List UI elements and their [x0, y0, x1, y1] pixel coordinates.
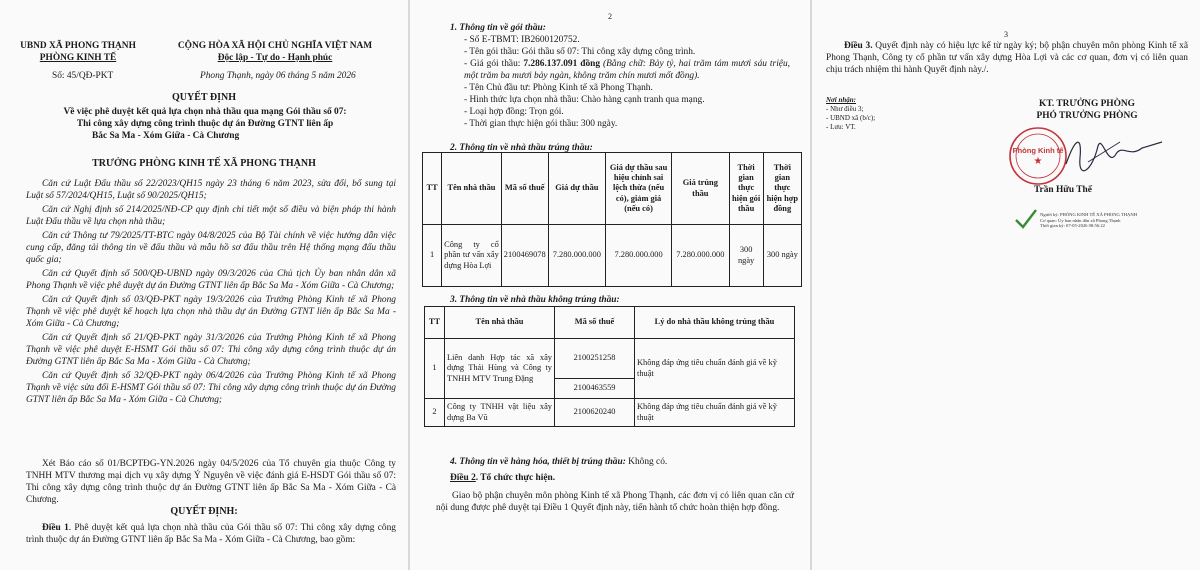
- decision-title: QUYẾT ĐỊNH: [172, 92, 236, 103]
- price-value: 7.286.137.091 đồng: [523, 59, 601, 69]
- legal-basis: Căn cứ Quyết định số 500/QĐ-UBND ngày 09/3/2026 của Chủ tịch Ủy ban nhân dân xã Phong Thạnh về việc phê duyệt dự án Đường GTNT liên ấp Bắc Sa Ma - Xóm Giữa - Cà Chương;: [26, 269, 396, 291]
- document-page-2: [410, 0, 810, 570]
- green-check-icon: [1012, 205, 1040, 233]
- nation-line-1: CỘNG HÒA XÃ HỘI CHỦ NGHĨA VIỆT NAM: [177, 41, 373, 51]
- recipient-item: - Lưu: VT.: [826, 123, 856, 131]
- table-header-row: [423, 153, 802, 225]
- info-line: - Tên gói thầu: Gói thầu số 07: Thi công xây dựng công trình.: [464, 47, 696, 57]
- doc-number: Số: 45/QĐ-PKT: [52, 71, 114, 81]
- winning-bidder-table: [422, 152, 802, 287]
- table-cell: 7.280.000.000: [672, 225, 729, 287]
- table-cell: Công ty cổ phần tư vấn xây dựng Hòa Lợi: [442, 225, 502, 287]
- table-cell: 2100620240: [555, 399, 635, 427]
- table-header: Giá dự thầu: [548, 153, 605, 225]
- article-3-text: Quyết định này có hiệu lực kể từ ngày ký; bộ phận chuyên môn phòng Kinh tế xã Phong Thạnh, Công ty cổ phần tư vấn xây dựng Hòa Lợi và các cơ quan, đơn vị có liên quan chịu trách nhiệm thi hành Quyết định này./.: [826, 41, 1189, 75]
- digital-signature-info: [1040, 212, 1200, 229]
- page-number: 3: [1004, 30, 1008, 39]
- table-header: TT: [423, 153, 442, 225]
- table-cell: 300 ngày: [729, 225, 763, 287]
- decision-subject: [10, 106, 400, 142]
- table-header: Giá dự thầu sau hiệu chỉnh sai lệch thừa (nếu có), giảm giá (nếu có): [606, 153, 672, 225]
- svg-text:★: ★: [1033, 156, 1043, 167]
- digital-signature-mark: [1012, 205, 1040, 233]
- digital-stamp-line: Cơ quan: Ủy ban nhân dân xã Phong Thạnh: [1040, 217, 1121, 223]
- authority-title: TRƯỞNG PHÒNG KINH TẾ XÃ PHONG THẠNH: [92, 158, 316, 169]
- table-row: [425, 399, 795, 427]
- table-cell: Không đáp ứng tiêu chuẩn đánh giá về kỹ thuật: [635, 399, 795, 427]
- table-header: Thời gian thực hiện gói thầu: [729, 153, 763, 225]
- table-header: TT: [425, 307, 445, 339]
- digital-stamp-line: Người ký: PHÒNG KINH TẾ XÃ PHONG THẠNH: [1040, 212, 1138, 217]
- nation-line-2: Độc lập - Tự do - Hạnh phúc: [217, 53, 333, 63]
- table-header: Tên nhà thầu: [445, 307, 555, 339]
- recipient-item: - UBND xã (b/c);: [826, 114, 876, 122]
- signature-block-title: [982, 98, 1192, 122]
- signer-name: Trần Hữu Thế: [1034, 185, 1092, 195]
- legal-basis: Căn cứ Luật Đấu thầu số 22/2023/QH15 ngày 23 tháng 6 năm 2023, sửa đổi, bổ sung tại Luật số 57/2024/QH15, Luật số 90/2025/QH15;: [26, 179, 396, 201]
- info-line: - Hình thức lựa chọn nhà thầu: Chào hàng cạnh tranh qua mạng.: [464, 95, 705, 105]
- info-line: - Số E-TBMT: IB2600120752.: [464, 35, 580, 45]
- page-number: 2: [608, 12, 612, 21]
- price-line: [464, 58, 790, 82]
- subject-line: Thi công xây dựng công trình thuộc dự án Đường GTNT liên ấp: [76, 119, 334, 129]
- price-label: - Giá gói thầu:: [464, 59, 524, 69]
- info-line: - Thời gian thực hiện gói thầu: 300 ngày.: [464, 119, 618, 129]
- table-cell: 2: [425, 399, 445, 427]
- table-cell: 2100469078: [501, 225, 548, 287]
- table-header: Mã số thuế: [555, 307, 635, 339]
- national-header: [150, 40, 400, 64]
- losing-bidder-table: [424, 306, 795, 427]
- report-paragraph: Xét Báo cáo số 01/BCPTĐG-YN.2026 ngày 04/5/2026 của Tổ chuyên gia thuộc Công ty TNHH MTV thương mại dịch vụ xây dựng Ý Nguyên về việc đánh giá E-HSDT Gói thầu số 07: Thi công xây dựng công trình thuộc dự án Đường GTNT liên ấp Bắc Sa Ma - Xóm Giữa - Cà Chương.: [26, 459, 396, 505]
- table-cell: Công ty TNHH vật liệu xây dựng Ba Vũ: [445, 399, 555, 427]
- table-header: Mã số thuế: [501, 153, 548, 225]
- handwritten-signature-icon: [1058, 128, 1168, 178]
- table-cell: 2100251258: [555, 339, 635, 379]
- recipient-item: - Như điều 3;: [826, 105, 864, 113]
- price-words: (Bằng chữ: Bảy tỷ, hai trăm tám mươi sáu triệu, một trăm ba mươi bảy ngàn, không trăm chín mươi mốt đồng).: [464, 59, 790, 81]
- table-header: Lý do nhà thầu không trúng thầu: [635, 307, 795, 339]
- sign-title-2: PHÓ TRƯỞNG PHÒNG: [1036, 111, 1138, 121]
- digital-stamp-line: Thời gian ký: 07-05-2026 08:56:22: [1040, 223, 1105, 229]
- article-1: [26, 522, 396, 546]
- table-cell: Liên danh Hợp tác xã xây dựng Thái Hùng và Công ty TNHH MTV Trung Đặng: [445, 339, 555, 399]
- article-2-heading: [450, 472, 555, 484]
- section-4-title: 4. Thông tin về hàng hóa, thiết bị trúng thầu:: [450, 457, 626, 467]
- article-2-label: Điều 2: [450, 473, 476, 483]
- table-header: Thời gian thực hiện hợp đồng: [763, 153, 801, 225]
- section-4: [450, 456, 667, 468]
- legal-basis: Căn cứ Nghị định số 214/2025/NĐ-CP quy định chi tiết một số điều và biện pháp thi hành Luật Đấu thầu về lựa chọn nhà thầu;: [26, 205, 396, 227]
- legal-bases: [26, 178, 396, 408]
- table-cell: 1: [425, 339, 445, 399]
- document-page-3: [812, 0, 1200, 570]
- article-3-label: Điều 3.: [844, 41, 873, 51]
- section-2-title: 2. Thông tin về nhà thầu trúng thầu:: [450, 143, 593, 153]
- recipients: [826, 96, 946, 132]
- subject-line: Về việc phê duyệt kết quả lựa chọn nhà thầu qua mạng Gói thầu số 07:: [63, 107, 347, 117]
- legal-basis: Căn cứ Thông tư 79/2025/TT-BTC ngày 04/8/2025 của Bộ Tài chính về việc hướng dẫn việc cung cấp, đăng tải thông tin về đấu thầu và mẫu hồ sơ đấu thầu trên Hệ thống mạng đấu thầu quốc gia;: [26, 231, 396, 265]
- org-header: [8, 40, 148, 64]
- article-1-label: Điều 1: [42, 523, 69, 533]
- place-date: Phong Thạnh, ngày 06 tháng 5 năm 2026: [200, 71, 356, 81]
- table-header: Tên nhà thầu: [442, 153, 502, 225]
- legal-basis: Căn cứ Quyết định số 03/QĐ-PKT ngày 19/3/2026 của Trưởng Phòng Kinh tế xã Phong Thạnh về việc phê duyệt kế hoạch lựa chọn nhà thầu dự án Đường GTNT liên ấp Bắc Sa Ma - Xóm Giữa - Cà Chương;: [26, 295, 396, 329]
- info-line: - Loại hợp đồng: Trọn gói.: [464, 107, 564, 117]
- article-2-text: Giao bộ phận chuyên môn phòng Kinh tế xã Phong Thạnh, các đơn vị có liên quan căn cứ nội dung được phê duyệt tại Điều 1 Quyết định này, tiến hành tổ chức hoàn thiện hợp đồng.: [436, 491, 794, 513]
- legal-basis: Căn cứ Quyết định số 32/QĐ-PKT ngày 06/4/2026 của Trưởng Phòng Kinh tế xã Phong Thạnh về việc sửa đổi E-HSMT Gói thầu số 07: Thi công xây dựng công trình thuộc dự án Đường GTNT liên ấp Bắc Sa Ma - Xóm Giữa - Cà Chương;: [26, 371, 396, 405]
- decide-title: QUYẾT ĐỊNH:: [170, 506, 238, 517]
- section-3-title: 3. Thông tin về nhà thầu không trúng thầu:: [450, 295, 620, 305]
- article-3: [826, 40, 1188, 76]
- table-cell: 1: [423, 225, 442, 287]
- sign-title-1: KT. TRƯỞNG PHÒNG: [1039, 99, 1135, 109]
- article-2-title: . Tổ chức thực hiện.: [475, 473, 556, 483]
- org-line-1: UBND XÃ PHONG THẠNH: [20, 41, 136, 51]
- section-1-body: [450, 34, 790, 130]
- document-page-1: [0, 0, 408, 570]
- article-1-text: . Phê duyệt kết quả lựa chọn nhà thầu của Gói thầu số 07: Thi công xây dựng công trình thuộc dự án Đường GTNT liên ấp Bắc Sa Ma - Xóm Giữa - Cà Chương, bao gồm:: [26, 523, 396, 545]
- table-cell: 2100463559: [555, 379, 635, 399]
- section-4-value: Không có.: [625, 457, 668, 467]
- seal-text: Phòng Kinh tế: [1012, 146, 1064, 155]
- legal-basis: Căn cứ Quyết định số 21/QĐ-PKT ngày 31/3/2026 của Trưởng Phòng Kinh tế xã Phong Thạnh về việc phê duyệt E-HSMT Gói thầu số 07: Thi công xây dựng công trình thuộc dự án Đường GTNT liên ấp Bắc Sa Ma - Xóm Giữa - Cà Chương;: [26, 333, 396, 367]
- section-1: [450, 22, 790, 130]
- table-cell: 300 ngày: [763, 225, 801, 287]
- subject-line: Bắc Sa Ma - Xóm Giữa - Cà Chương: [92, 131, 240, 141]
- table-header: Giá trúng thầu: [672, 153, 729, 225]
- org-line-2: PHÒNG KINH TẾ: [39, 53, 117, 63]
- table-row: [425, 339, 795, 379]
- table-cell: Không đáp ứng tiêu chuẩn đánh giá về kỹ thuật: [635, 339, 795, 399]
- table-cell: 7.280.000.000: [548, 225, 605, 287]
- section-1-title: 1. Thông tin về gói thầu:: [450, 23, 546, 33]
- table-header-row: [425, 307, 795, 339]
- table-cell: 7.280.000.000: [606, 225, 672, 287]
- info-line: - Tên Chủ đầu tư: Phòng Kinh tế xã Phong Thạnh.: [464, 83, 653, 93]
- table-row: [423, 225, 802, 287]
- recipients-title: Nơi nhận:: [826, 96, 857, 104]
